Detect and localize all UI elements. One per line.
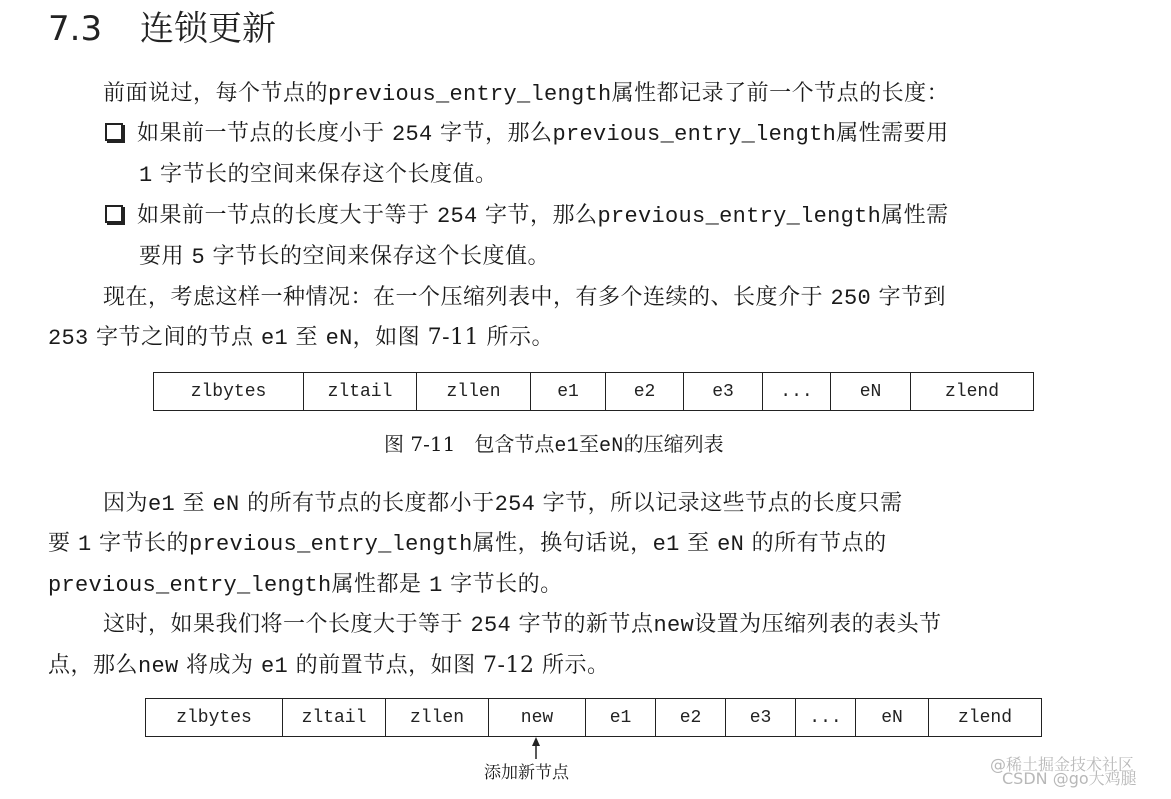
text: 属性，换句话说，	[472, 531, 653, 556]
text: 至	[687, 531, 710, 556]
text: 包含节点	[474, 432, 555, 456]
watermark-csdn: CSDN @go大鸡腿	[1002, 769, 1137, 788]
code-term: eN	[212, 492, 240, 517]
text: 至	[295, 325, 319, 350]
up-arrow-icon	[529, 737, 543, 759]
bullet-item-1-cont	[139, 160, 498, 191]
text: 的前置节点，如图 7-12 所示。	[295, 653, 610, 678]
ziplist-cell-new: new	[489, 699, 586, 736]
code-term: previous_entry_length	[328, 82, 612, 107]
code-term: previous_entry_length	[189, 532, 473, 557]
number: 254	[437, 204, 478, 229]
ziplist-cell: zltail	[283, 699, 386, 736]
paragraph-explanation	[103, 489, 903, 520]
paragraph-intro	[103, 79, 949, 110]
ziplist-cell: zltail	[304, 373, 417, 410]
ziplist-cell: zlbytes	[154, 373, 304, 410]
code-term: e1	[261, 326, 289, 351]
text: 要用	[139, 244, 185, 269]
number: 254	[392, 122, 433, 147]
text: 的所有节点的长度都小于	[247, 491, 495, 516]
text: 将成为	[186, 653, 254, 678]
checkbox-bullet-icon	[105, 123, 123, 141]
text: 字节，所以记录这些节点的长度只需	[542, 491, 903, 516]
ziplist-cell: e2	[656, 699, 726, 736]
code-term: previous_entry_length	[597, 204, 882, 229]
text: 至	[578, 432, 599, 456]
paragraph-explanation-cont2	[48, 570, 563, 601]
figure-7-11-ziplist	[153, 372, 1034, 411]
text: 字节长的空间来保存这个长度值。	[212, 244, 551, 269]
text: 的压缩列表	[623, 432, 724, 456]
add-new-node-label: 添加新节点	[484, 763, 569, 783]
section-title: 连锁更新	[140, 9, 276, 49]
paragraph-explanation-cont	[48, 529, 887, 560]
text: 属性需	[881, 203, 949, 228]
text: 点，那么	[48, 653, 139, 678]
number: 5	[191, 245, 206, 270]
text: 如果前一节点的长度小于	[137, 121, 385, 146]
section-heading	[48, 6, 276, 52]
text: ，如图 7-11 所示。	[352, 325, 554, 350]
code-term: e1	[652, 532, 680, 557]
ziplist-cell: ...	[796, 699, 856, 736]
text: 字节之间的节点	[96, 325, 254, 350]
text: 属性都是	[331, 572, 422, 597]
number: 1	[78, 532, 92, 557]
text: 的所有节点的	[751, 531, 887, 556]
bullet-item-1	[105, 119, 949, 150]
ziplist-cell: zllen	[417, 373, 531, 410]
paragraph-situation	[103, 283, 946, 314]
paragraph-situation-cont	[48, 323, 554, 354]
number: 1	[139, 163, 153, 188]
watermark-juejin: @稀土掘金技术社区	[990, 755, 1135, 774]
ziplist-cell: e3	[684, 373, 763, 410]
ziplist-cell: zlend	[957, 707, 1012, 728]
figure-label: 图 7-11	[384, 432, 456, 456]
code-term: eN	[598, 435, 624, 458]
figure-7-11-caption	[384, 430, 724, 461]
ziplist-cell: e1	[531, 373, 606, 410]
text: 字节，那么	[440, 121, 553, 146]
code-term: eN	[325, 326, 353, 351]
text: 现在，考虑这样一种情况：在一个压缩列表中，有多个连续的、长度介于	[103, 285, 824, 310]
bullet-item-2-cont	[139, 242, 550, 273]
ziplist-cell: ...	[763, 373, 831, 410]
section-number: 7.3	[48, 9, 103, 49]
figure-7-12-ziplist	[145, 698, 1042, 737]
ziplist-cell: e3	[726, 699, 796, 736]
ziplist-cell: zllen	[386, 699, 489, 736]
text: 设置为压缩列表的表头节	[694, 612, 942, 637]
bullet-item-2	[105, 201, 949, 232]
paragraph-new-node	[103, 610, 942, 641]
code-term: new	[138, 654, 179, 679]
ziplist-cell: zlbytes	[146, 699, 283, 736]
code-term: e1	[148, 492, 176, 517]
paragraph-new-node-cont	[48, 651, 609, 682]
ziplist-cell: e1	[586, 699, 656, 736]
code-term: eN	[717, 532, 745, 557]
text: 字节到	[878, 285, 947, 310]
checkbox-bullet-icon	[105, 205, 123, 223]
text: 属性需要用	[836, 121, 949, 146]
text: 字节长的空间来保存这个长度值。	[160, 162, 498, 187]
number: 254	[494, 492, 536, 517]
text: 属性都记录了前一个节点的长度：	[611, 81, 950, 106]
number: 254	[470, 613, 512, 638]
ziplist-cell: eN	[831, 373, 911, 410]
text: 至	[182, 491, 206, 516]
number: 1	[429, 573, 443, 598]
text: 字节的新节点	[518, 612, 654, 637]
code-term: previous_entry_length	[48, 573, 332, 598]
code-term: new	[653, 613, 695, 638]
ziplist-cell: e2	[606, 373, 684, 410]
text: 字节长的	[99, 531, 190, 556]
text: 如果前一节点的长度大于等于	[137, 203, 430, 228]
text: 要	[48, 531, 71, 556]
text: 前面说过，每个节点的	[103, 81, 329, 106]
code-term: e1	[261, 654, 289, 679]
number: 250	[830, 286, 872, 311]
ziplist-cell: eN	[856, 699, 929, 736]
code-term: previous_entry_length	[552, 122, 837, 147]
text: 因为	[103, 491, 149, 516]
text: 字节，那么	[485, 203, 598, 228]
code-term: e1	[554, 435, 579, 458]
text: 字节长的。	[450, 572, 563, 597]
ziplist-cell: zlend	[944, 381, 999, 402]
number: 253	[48, 326, 89, 351]
text: 这时，如果我们将一个长度大于等于	[103, 612, 464, 637]
